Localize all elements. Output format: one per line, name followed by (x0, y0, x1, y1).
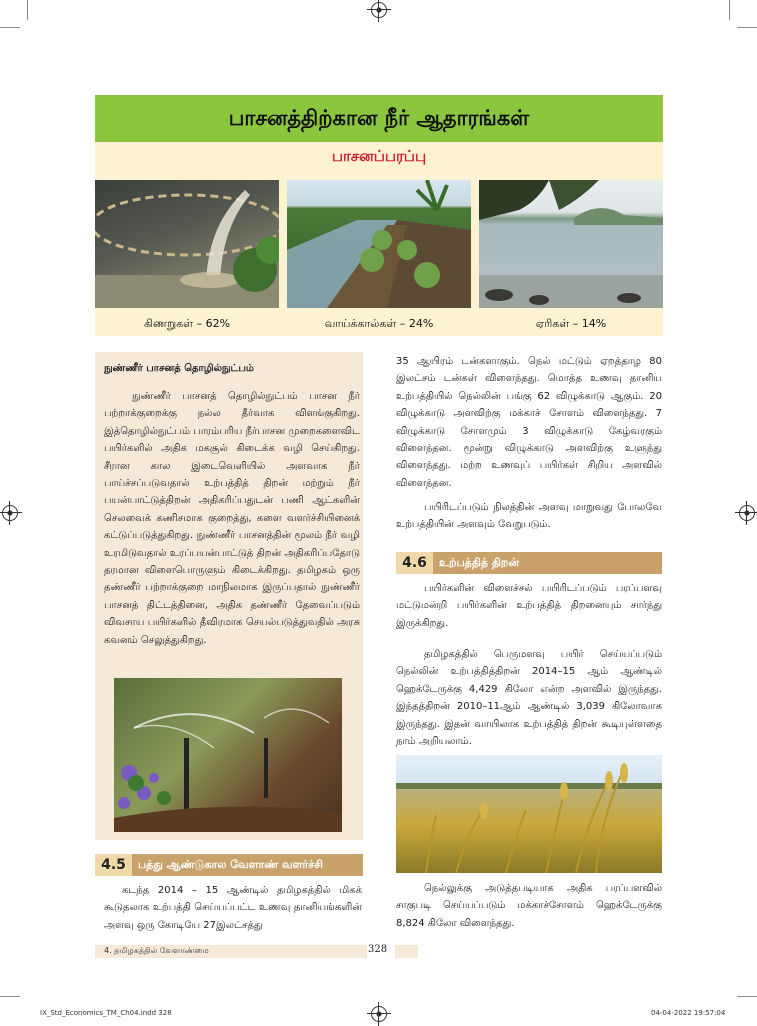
registration-mark-icon (739, 505, 755, 521)
canal-caption: வாய்க்கால்கள் – 24% (324, 317, 434, 330)
sprinkler-photo (114, 678, 342, 832)
area-variation-paragraph: பயிரிடப்படும் நிலத்தின் அளவு மாறுவது போலவே உற்பத்தியின் அளவும் வேறுபடும். (396, 502, 662, 531)
footer-chapter: 4. தமிழகத்தில் வேளாண்மை (104, 946, 209, 955)
section-4-6-title: உற்பத்தித் திறன் (439, 556, 519, 569)
paddy-productivity-paragraph: தமிழகத்தில் பெருமளவு பயிர் செய்யப்படும் நெல்லின் உற்பத்தித்திறன் 2014–15 ஆம் ஆண்டில் ஹெக்டேருக்கு 4,429 கிலோ என்ற அளவில் இருந்தது. இந்தத்திறன் 2010–11ஆம் ஆண்டில் 3,039 கிலோவாக இருந்தது. இதன் வாயிலாக உற்பத்தித் திறன் கூடியுள்ளதை நாம் அறியலாம். (396, 649, 662, 748)
section-4-5-header (95, 854, 363, 876)
crop-mark (0, 996, 20, 997)
maize-paragraph: நெல்லுக்கு அடுத்தபடியாக அதிக பரப்பளவில் சாகுபடி செய்யப்படும் மக்காச்சோளம் ஹெக்டேருக்கு 8,824 கிலோ விளைந்தது. (396, 883, 662, 929)
section-4-5-title: பத்து ஆண்டுகால வேளாண் வளர்ச்சி (138, 858, 323, 871)
irrigation-area-title: பாசனப்பரப்பு (331, 147, 427, 165)
crop-mark (737, 996, 757, 997)
registration-mark-icon (2, 505, 18, 521)
footer-accent (395, 945, 418, 958)
paddy-field-photo (396, 755, 662, 873)
page-number: 328 (368, 944, 388, 955)
crop-mark (0, 27, 20, 28)
well-caption: கிணறுகள் – 62% (143, 317, 231, 330)
registration-mark-icon (371, 2, 387, 18)
page-title: பாசனத்திற்கான நீர் ஆதாரங்கள் (228, 106, 530, 130)
productivity-paragraph: பயிர்களின் விளைச்சல் பயிரிடப்படும் பரப்பளவு மட்டுமன்றி பயிர்களின் உற்பத்தித் திறனையும் சார்ந்து இருக்கிறது. (396, 583, 662, 629)
production-paragraph: 35 ஆயிரம் டன்களாகும். நெல் மட்டும் ஏறத்தாழ 80 இலட்சம் டன்கள் விளைந்தது. மொத்த உணவு தானிய உற்பத்தியில் நெல்லின் பங்கு 62 விழுக்காடு ஆகும். 20 விழுக்காடு அளவிற்கு மக்காச் சோளம் விளைந்தது. 7 விழுக்காடு சோளமும் 3 விழுக்காடு கேழ்வரகும் விளைந்தன. மூன்று விழுக்காடு அளவிற்கு உளுந்து விளைந்தது. மற்ற உணவுப் பயிர்கள் சிறிய அளவில் விளைந்தன. (396, 356, 662, 489)
section-4-5-number: 4.5 (95, 854, 132, 876)
file-slug: IX_Std_Economics_TM_Ch04.indd 328 (40, 1009, 172, 1017)
page-title-banner (95, 95, 663, 142)
lake-photo (479, 180, 663, 308)
micro-irrigation-heading: நுண்ணீர் பாசனத் தொழில்நுட்பம் (104, 363, 254, 374)
crop-mark (729, 0, 730, 20)
date-slug: 04-04-2022 19:57:04 (651, 1009, 726, 1017)
registration-mark-icon (371, 1006, 387, 1022)
crop-mark (737, 27, 757, 28)
canal-photo (287, 180, 471, 308)
crop-mark (27, 0, 28, 20)
section-4-6-header (396, 552, 662, 574)
lake-caption: ஏரிகள் – 14% (535, 317, 607, 330)
well-photo (95, 180, 279, 308)
section-4-5-text: கடந்த 2014 – 15 ஆண்டில் தமிழகத்தில் மிகக் கூடுதலாக உற்பத்தி செய்யப்பட்ட உணவு தானியங்களின் அளவு ஒரு கோடியே 27இலட்சத்து (104, 885, 362, 931)
micro-irrigation-text: நுண்ணீர் பாசனத் தொழில்நுட்பம் பாசன நீர் பற்றாக்குறைக்கு நல்ல தீர்வாக விளங்குகிறது. இத்தொழில்நுட்பம் பாரம்பரிய நீர்பாசன முறைகளைவிட பயிர்களில் அதிக மகசூல் கிடைக்க வழி செய்கிறது. சீரான கால இடைவெளியில் அளவாக நீர் பாய்ச்சப்படுவதால் உற்பத்தித் திறன் மற்றும் நீர் பயன்பாட்டுத்திறன் அதிகரிப்பதுடன் பணி ஆட்களின் செலவைக் கணிசமாக குறைத்து, களை வளர்ச்சியினைக் கட்டுப்படுத்துகிறது. நுண்ணீர் பாசனத்தின் மூலம் நீர் வழி உரமிடுவதால் உரப்பயன்பாட்டுத் திறன் அதிகரிப்பதோடு தரமான விளைபொருளும் கிடைக்கிறது. தமிழகம் ஒரு தண்ணீர் பற்றாக்குறை மாநிலமாக இருப்பதால் நுண்ணீர் பாசனத் திட்டத்தினை, அதிக தண்ணீர் தேவைப்படும் விவசாய பயிர்களில் தீவிரமாக செயல்படுத்துவதில் அரசு கவனம் செலுத்துகிறது. (104, 391, 360, 646)
section-4-6-number: 4.6 (396, 552, 433, 574)
